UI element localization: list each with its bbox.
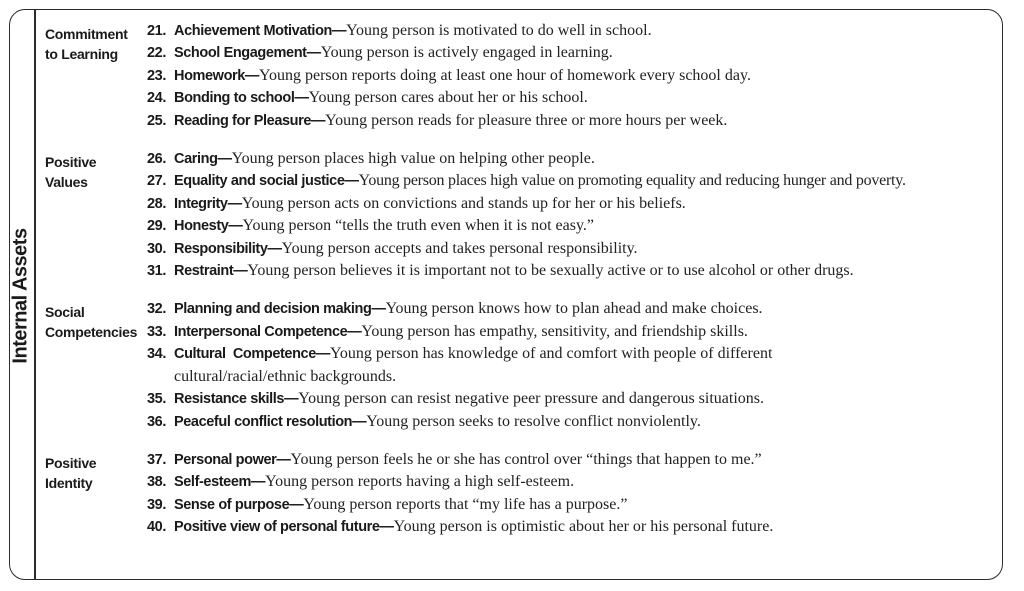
asset-term: Sense of purpose— bbox=[174, 496, 304, 513]
asset-description: Young person has knowledge of and comfort with people of different cultural/racial/ethnic backgrounds. bbox=[174, 345, 773, 385]
asset-term: Caring— bbox=[174, 151, 232, 168]
section-side-label: Internal Assets bbox=[9, 228, 32, 364]
asset-description: Young person can resist negative peer pressure and dangerous situations. bbox=[298, 390, 765, 408]
asset-description: Young person accepts and takes personal responsibility. bbox=[281, 239, 638, 257]
asset-item-26 bbox=[147, 148, 1005, 170]
asset-item-28 bbox=[147, 193, 1005, 215]
asset-item-30 bbox=[147, 238, 1005, 260]
category-positive-values bbox=[45, 148, 1005, 282]
asset-term: Honesty— bbox=[174, 218, 243, 235]
asset-item-38 bbox=[147, 471, 1005, 493]
asset-number: 32. bbox=[147, 301, 166, 318]
asset-number: 23. bbox=[147, 67, 166, 84]
asset-number: 30. bbox=[147, 240, 166, 257]
asset-number: 21. bbox=[147, 23, 166, 39]
category-positive-identity bbox=[45, 449, 1005, 539]
asset-term: Resistance skills— bbox=[174, 391, 299, 408]
asset-description: Young person reports that “my life has a purpose.” bbox=[303, 495, 628, 513]
asset-description: Young person is optimistic about her or his personal future. bbox=[393, 518, 774, 536]
asset-item-33 bbox=[147, 321, 1005, 343]
asset-number: 36. bbox=[147, 413, 166, 430]
category-title: Social Competencies bbox=[45, 304, 138, 341]
asset-item-29 bbox=[147, 215, 1005, 237]
asset-description: Young person “tells the truth even when it is not easy.” bbox=[242, 217, 595, 235]
asset-term: Reading for Pleasure— bbox=[174, 112, 326, 129]
asset-description: Young person believes it is important not to be sexually active or to use alcohol or other drugs. bbox=[247, 262, 854, 280]
asset-term: Positive view of personal future— bbox=[174, 519, 394, 536]
asset-item-39 bbox=[147, 494, 1005, 516]
asset-description: Young person acts on convictions and stands up for her or his beliefs. bbox=[241, 194, 686, 212]
asset-term: Responsibility— bbox=[174, 240, 282, 257]
asset-number: 38. bbox=[147, 474, 166, 491]
asset-item-25 bbox=[147, 110, 1005, 132]
asset-description: Young person places high value on promoting equality and reducing hunger and poverty. bbox=[358, 172, 906, 190]
asset-term: Cultural Competence— bbox=[174, 346, 330, 363]
asset-list bbox=[45, 20, 1005, 539]
asset-term: Personal power— bbox=[174, 451, 291, 468]
asset-item-40 bbox=[147, 516, 1005, 538]
asset-number: 37. bbox=[147, 451, 166, 468]
category-title: Positive Values bbox=[45, 154, 97, 191]
asset-item-23 bbox=[147, 65, 1005, 87]
asset-item-24 bbox=[147, 87, 1005, 109]
asset-term: Self-esteem— bbox=[174, 474, 266, 491]
asset-item-32 bbox=[147, 298, 1005, 320]
asset-term: Integrity— bbox=[174, 195, 242, 212]
asset-number: 22. bbox=[147, 45, 166, 62]
asset-number: 24. bbox=[147, 90, 166, 107]
asset-item-27 bbox=[147, 170, 1005, 192]
asset-item-37 bbox=[147, 449, 1005, 471]
asset-description: Young person places high value on helping other people. bbox=[231, 150, 595, 168]
asset-item-35 bbox=[147, 388, 1005, 410]
asset-number: 25. bbox=[147, 112, 166, 129]
asset-item-36 bbox=[147, 411, 1005, 433]
asset-term: Planning and decision making— bbox=[174, 301, 386, 318]
asset-description: Young person is actively engaged in learning. bbox=[320, 44, 613, 62]
asset-item-31 bbox=[147, 260, 1005, 282]
asset-description: Young person has empathy, sensitivity, and friendship skills. bbox=[361, 322, 748, 340]
asset-number: 26. bbox=[147, 151, 166, 168]
asset-description: Young person seeks to resolve conflict nonviolently. bbox=[366, 412, 701, 430]
category-title: Positive Identity bbox=[45, 454, 97, 491]
asset-term: Restraint— bbox=[174, 263, 248, 280]
asset-number: 39. bbox=[147, 496, 166, 513]
asset-number: 27. bbox=[147, 173, 166, 190]
asset-description: Young person reads for pleasure three or more hours per week. bbox=[325, 111, 728, 129]
asset-description: Young person reports doing at least one hour of homework every school day. bbox=[259, 66, 751, 84]
category-commitment-to-learning bbox=[45, 20, 1005, 132]
asset-item-34 bbox=[147, 343, 874, 388]
asset-description: Young person is motivated to do well in school. bbox=[346, 22, 652, 39]
vertical-divider bbox=[34, 9, 36, 580]
asset-description: Young person knows how to plan ahead and make choices. bbox=[385, 300, 763, 318]
asset-term: Homework— bbox=[174, 67, 260, 84]
asset-number: 33. bbox=[147, 323, 166, 340]
category-social-competencies bbox=[45, 298, 1005, 432]
asset-item-21 bbox=[147, 20, 1005, 42]
asset-term: School Engagement— bbox=[174, 45, 321, 62]
asset-number: 35. bbox=[147, 391, 166, 408]
asset-number: 31. bbox=[147, 263, 166, 280]
asset-term: Achievement Motivation— bbox=[174, 23, 347, 39]
asset-number: 28. bbox=[147, 195, 166, 212]
asset-description: Young person feels he or she has control over “things that happen to me.” bbox=[290, 450, 762, 468]
asset-number: 29. bbox=[147, 218, 166, 235]
category-title: Commitment to Learning bbox=[45, 26, 128, 62]
asset-number: 40. bbox=[147, 519, 166, 536]
asset-description: Young person reports having a high self-esteem. bbox=[265, 473, 575, 491]
asset-number: 34. bbox=[147, 346, 166, 363]
asset-term: Interpersonal Competence— bbox=[174, 323, 362, 340]
asset-item-22 bbox=[147, 42, 1005, 64]
asset-term: Bonding to school— bbox=[174, 90, 309, 107]
asset-term: Equality and social justice— bbox=[174, 173, 359, 190]
asset-description: Young person cares about her or his school. bbox=[308, 89, 588, 107]
asset-term: Peaceful conflict resolution— bbox=[174, 413, 367, 430]
